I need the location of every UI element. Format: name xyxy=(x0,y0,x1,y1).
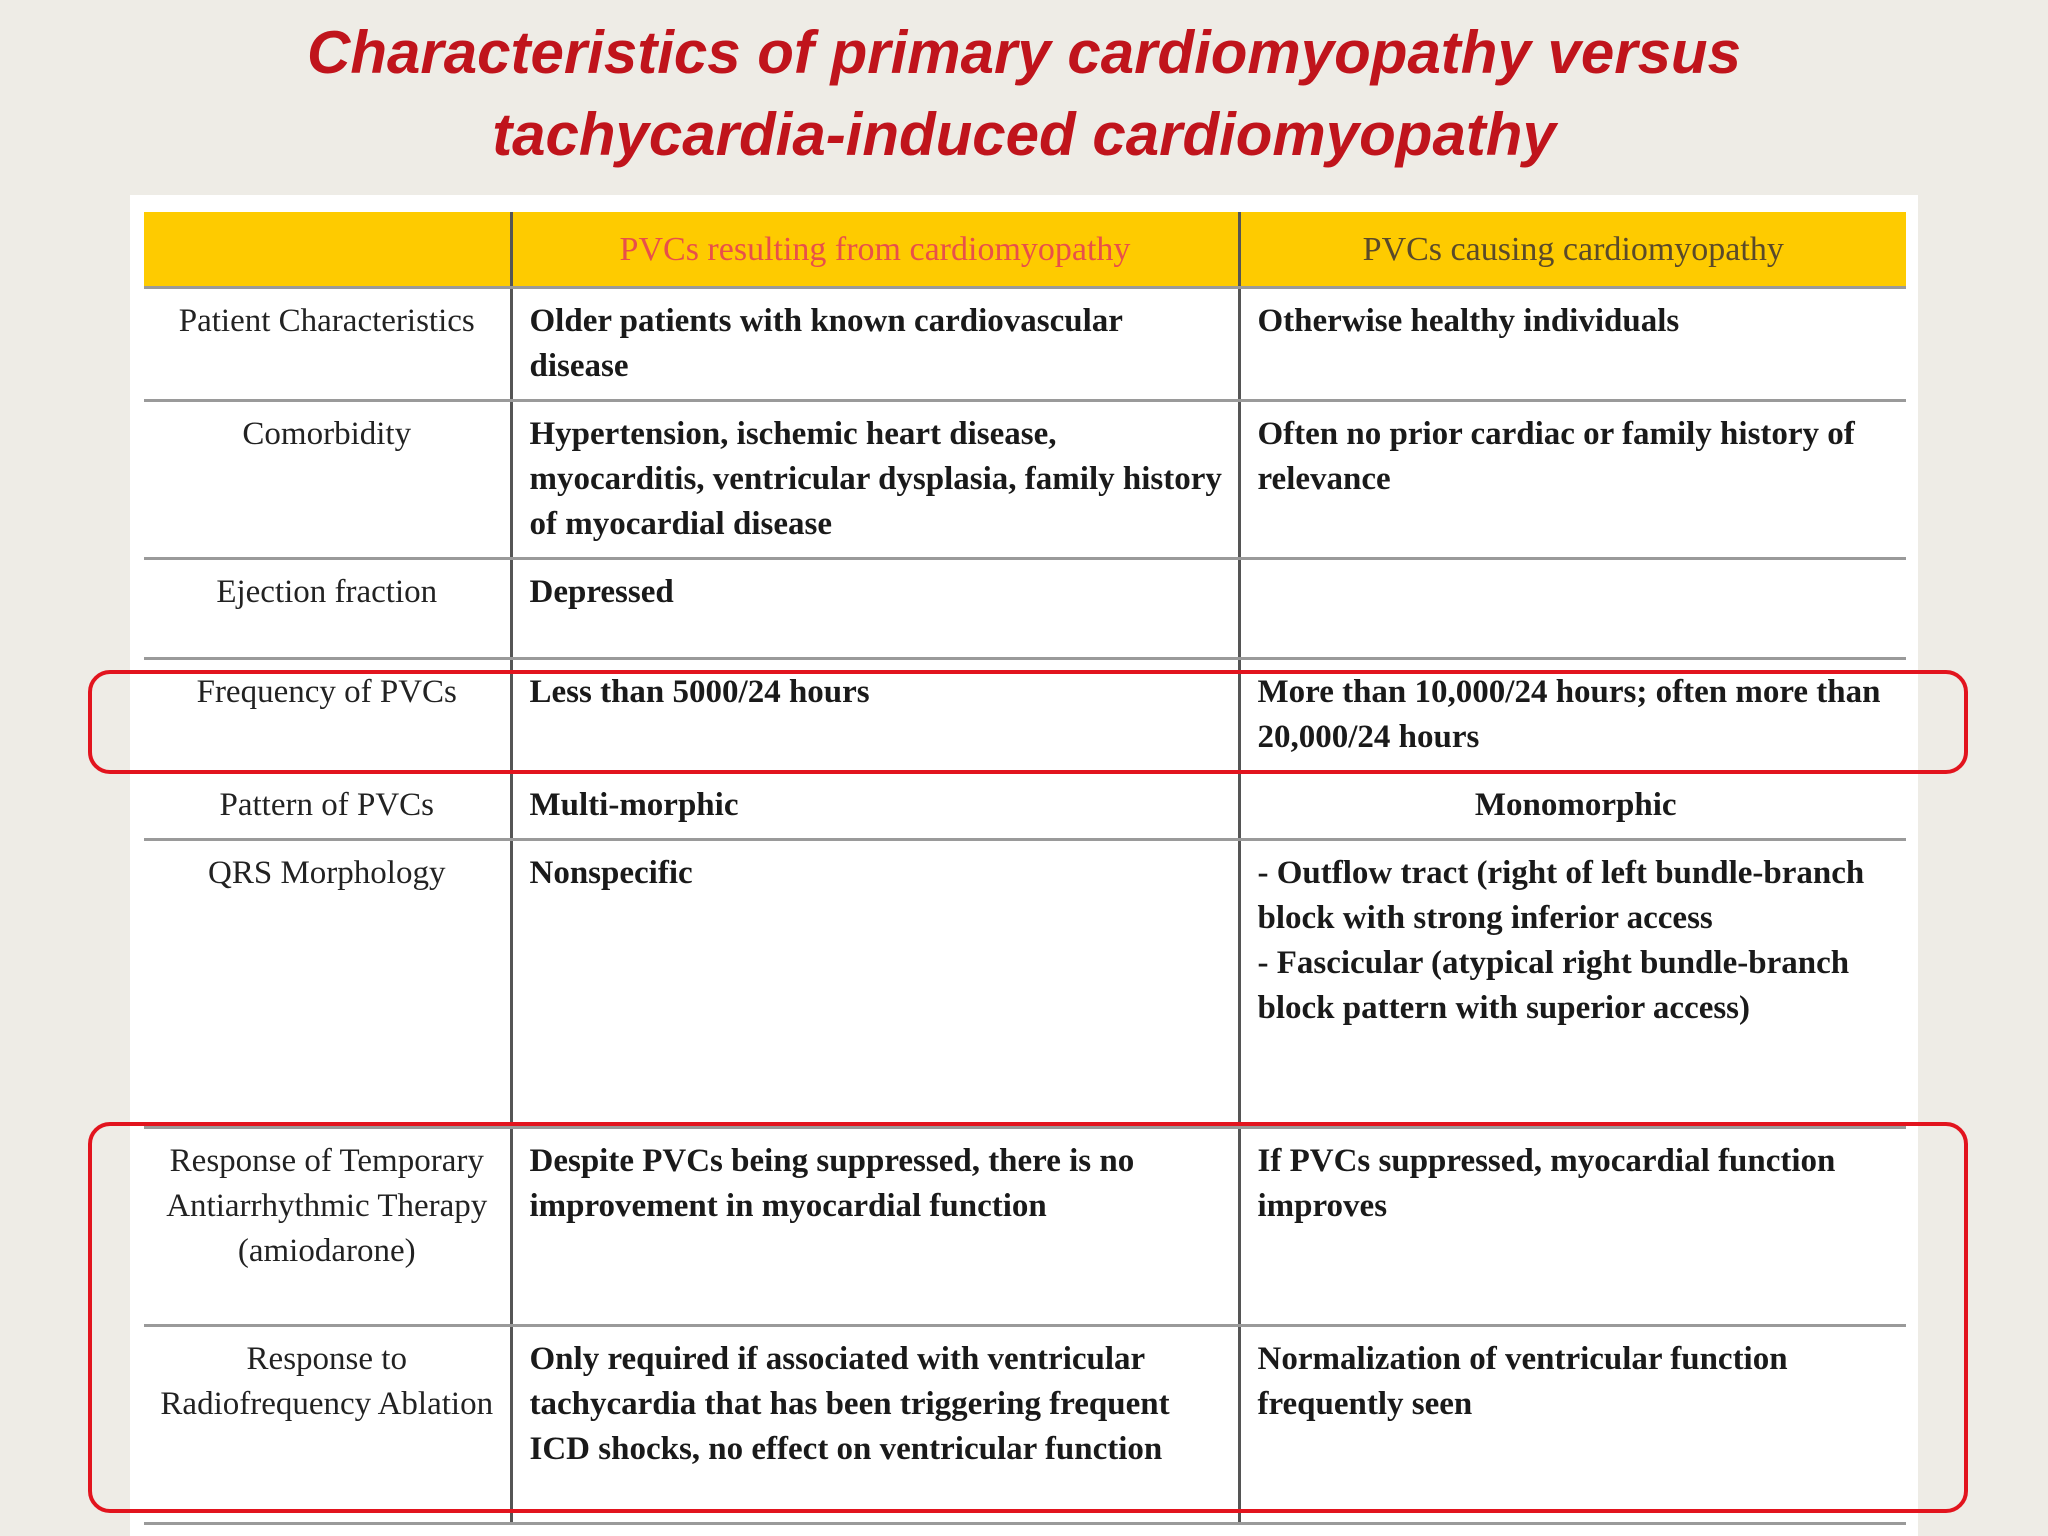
header-pvcs-causing: PVCs causing cardiomyopathy xyxy=(1239,212,1906,288)
row-label: Comorbidity xyxy=(144,401,511,559)
row-label: Frequency of PVCs xyxy=(144,659,511,772)
table-row xyxy=(144,840,1906,1128)
row-value-resulting: Older patients with known cardiovascular disease xyxy=(511,288,1239,401)
row-value-causing xyxy=(1239,559,1906,659)
comparison-table-panel xyxy=(130,195,1918,1536)
header-empty-cell xyxy=(144,212,511,288)
row-value-resulting: Hypertension, ischemic heart disease, myocarditis, ventricular dysplasia, family history of myocardial disease xyxy=(511,401,1239,559)
row-value-causing: Monomorphic xyxy=(1239,772,1906,840)
slide-title-line-2: tachycardia-induced cardiomyopathy xyxy=(492,101,1556,168)
row-value-causing: Normalization of ventricular function frequently seen xyxy=(1239,1326,1906,1524)
row-value-resulting: Nonspecific xyxy=(511,840,1239,1128)
row-value-causing: More than 10,000/24 hours; often more than 20,000/24 hours xyxy=(1239,659,1906,772)
table-row xyxy=(144,559,1906,659)
table-header-row xyxy=(144,212,1906,288)
row-value-causing: If PVCs suppressed, myocardial function improves xyxy=(1239,1128,1906,1326)
row-label: Ejection fraction xyxy=(144,559,511,659)
row-label: Pattern of PVCs xyxy=(144,772,511,840)
table-row xyxy=(144,288,1906,401)
table-row xyxy=(144,1128,1906,1326)
row-label: Response to Radiofrequency Ablation xyxy=(144,1326,511,1524)
comparison-table xyxy=(144,212,1906,1525)
row-label: QRS Morphology xyxy=(144,840,511,1128)
row-value-resulting: Depressed xyxy=(511,559,1239,659)
row-value-causing: Otherwise healthy individuals xyxy=(1239,288,1906,401)
row-value-causing: Often no prior cardiac or family history of relevance xyxy=(1239,401,1906,559)
header-pvcs-resulting: PVCs resulting from cardiomyopathy xyxy=(511,212,1239,288)
row-value-resulting: Despite PVCs being suppressed, there is no improvement in myocardial function xyxy=(511,1128,1239,1326)
table-row xyxy=(144,1326,1906,1524)
qrs-outflow-tract-text: - Outflow tract (right of left bundle-branch block with strong inferior access xyxy=(1257,855,1865,936)
table-row xyxy=(144,772,1906,840)
row-label: Response of Temporary Antiarrhythmic Therapy (amiodarone) xyxy=(144,1128,511,1326)
slide-title xyxy=(0,12,2048,176)
table-row xyxy=(144,401,1906,559)
row-label: Patient Characteristics xyxy=(144,288,511,401)
row-value-resulting: Multi-morphic xyxy=(511,772,1239,840)
table-row xyxy=(144,659,1906,772)
row-value-causing xyxy=(1239,840,1906,1128)
row-value-resulting: Less than 5000/24 hours xyxy=(511,659,1239,772)
row-value-resulting: Only required if associated with ventricular tachycardia that has been triggering frequent ICD shocks, no effect on ventricular function xyxy=(511,1326,1239,1524)
qrs-fascicular-text: - Fascicular (atypical right bundle-branch block pattern with superior access) xyxy=(1257,945,1850,1026)
slide-title-line-1: Characteristics of primary cardiomyopathy versus xyxy=(307,19,1741,86)
